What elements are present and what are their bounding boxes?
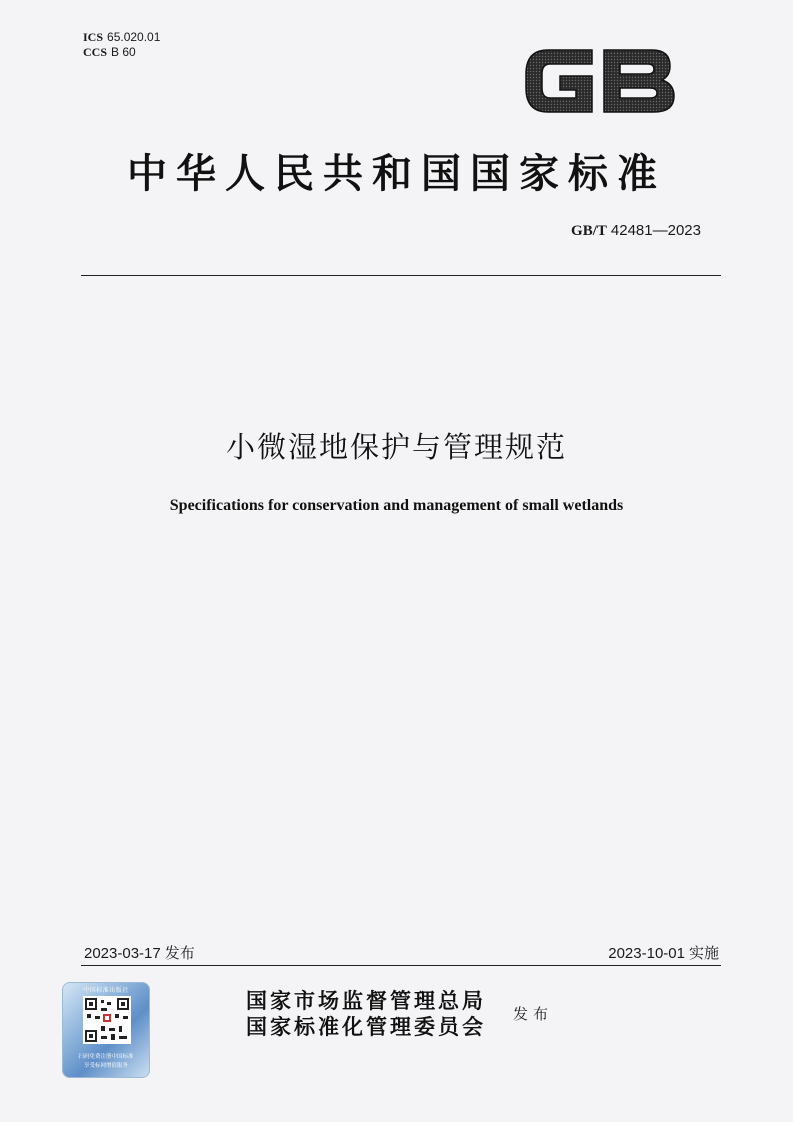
implementation-date-block [608, 942, 719, 963]
ics-value: 65.020.01 [107, 30, 161, 44]
ccs-code [83, 45, 160, 60]
standard-number-prefix: GB/T [571, 223, 607, 239]
issuer-line-2: 国家标准化管理委员会 [246, 1015, 486, 1039]
issue-date: 2023-03-17 [84, 945, 161, 962]
ics-label: ICS [83, 30, 104, 44]
anti-counterfeit-sticker [62, 982, 150, 1078]
sticker-footer-line1: 扫码免费注册中国标准 [78, 1054, 134, 1060]
ccs-value: B 60 [111, 45, 136, 59]
bottom-divider [81, 965, 721, 966]
document-title-chinese: 小微湿地保护与管理规范 [225, 430, 567, 464]
ics-code [83, 30, 160, 45]
standard-number-value: 42481—2023 [610, 222, 701, 239]
gb-logo [520, 40, 680, 122]
issuer-line-1: 国家市场监督管理总局 [246, 989, 486, 1013]
top-divider [81, 275, 721, 276]
issue-label: 发布 [164, 944, 195, 962]
qr-code-icon [83, 996, 131, 1044]
document-title-english: Specifications for conservation and management of small wetlands [169, 497, 624, 514]
gb-logo-text: GB [520, 40, 522, 41]
issue-date-block [84, 942, 195, 963]
implementation-label: 实施 [688, 944, 719, 962]
issuing-authorities [246, 988, 486, 1040]
ccs-label: CCS [83, 45, 108, 59]
national-standard-title: 中华人民共和国国家标准 [127, 151, 666, 197]
standard-number [571, 221, 701, 240]
classification-codes [83, 30, 160, 60]
sticker-footer-line2: 享受标网增值服务 [83, 1063, 128, 1069]
sticker-caption: 中国标准出版社 [83, 987, 129, 994]
issuer-action: 发布 [513, 1005, 554, 1023]
implementation-date: 2023-10-01 [608, 945, 685, 962]
